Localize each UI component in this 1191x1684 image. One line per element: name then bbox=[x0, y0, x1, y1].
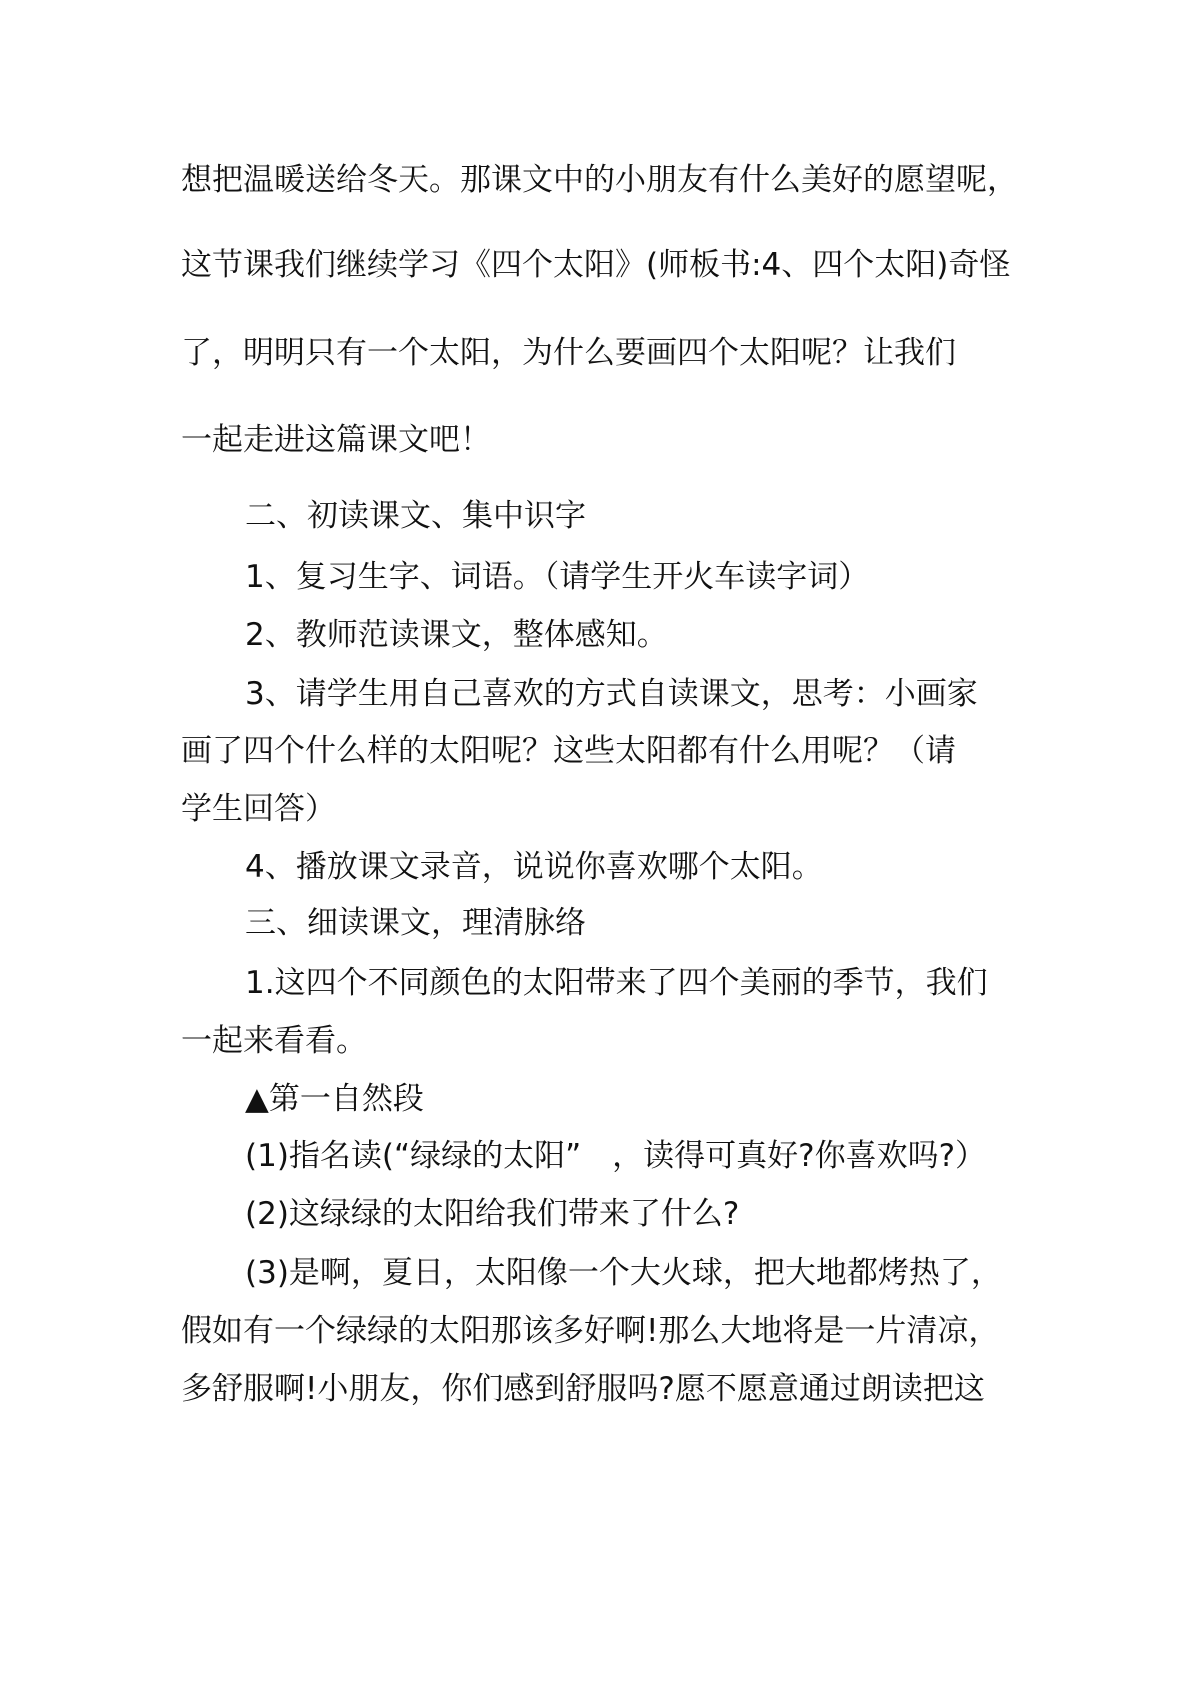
section-heading: 二、初读课文、集中识字 bbox=[245, 498, 586, 534]
paragraph-line: 了，明明只有一个太阳，为什么要画四个太阳呢？让我们 bbox=[181, 335, 956, 371]
list-item: 3、请学生用自己喜欢的方式自读课文，思考：小画家 bbox=[245, 676, 978, 712]
paragraph-line: 想把温暖送给冬天。那课文中的小朋友有什么美好的愿望呢， bbox=[181, 162, 1018, 198]
paragraph-line: 学生回答） bbox=[181, 791, 336, 827]
paragraph-line: 这节课我们继续学习《四个太阳》(师板书:4、四个太阳)奇怪 bbox=[181, 247, 1011, 283]
paragraph-line: 一起来看看。 bbox=[181, 1023, 367, 1059]
list-item: 1.这四个不同颜色的太阳带来了四个美丽的季节，我们 bbox=[245, 965, 988, 1001]
list-item: (1)指名读(“绿绿的太阳” ，读得可真好?你喜欢吗?） bbox=[245, 1138, 987, 1174]
paragraph-line: 画了四个什么样的太阳呢？这些太阳都有什么用呢？（请 bbox=[181, 733, 956, 769]
list-item: (3)是啊，夏日，太阳像一个大火球，把大地都烤热了， bbox=[245, 1255, 1002, 1291]
paragraph-line: 一起走进这篇课文吧！ bbox=[181, 422, 491, 458]
section-heading: 三、细读课文，理清脉络 bbox=[245, 905, 586, 941]
list-item: 1、复习生字、词语。（请学生开火车读字词） bbox=[245, 559, 870, 595]
list-item: 2、教师范读课文，整体感知。 bbox=[245, 617, 668, 653]
list-item: 4、播放课文录音，说说你喜欢哪个太阳。 bbox=[245, 849, 823, 885]
list-item: (2)这绿绿的太阳给我们带来了什么? bbox=[245, 1196, 740, 1232]
paragraph-line: 多舒服啊!小朋友，你们感到舒服吗?愿不愿意通过朗读把这 bbox=[181, 1371, 985, 1407]
paragraph-line: 假如有一个绿绿的太阳那该多好啊!那么大地将是一片清凉， bbox=[181, 1313, 1000, 1349]
subsection-heading: ▲第一自然段 bbox=[245, 1081, 424, 1117]
